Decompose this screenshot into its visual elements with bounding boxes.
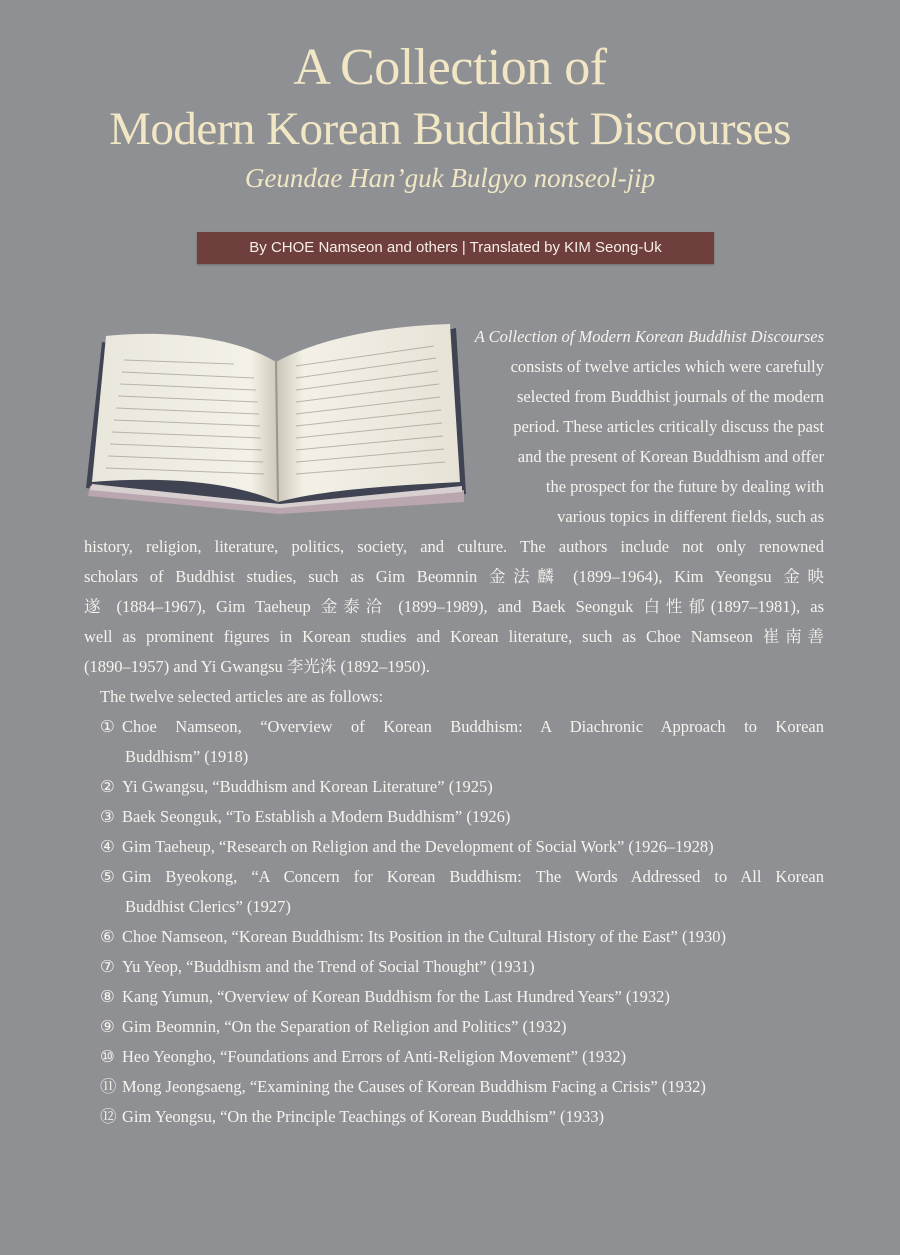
item-number: ④: [100, 837, 115, 856]
list-item: [100, 862, 824, 892]
list-item: [100, 982, 824, 1012]
list-item: [100, 1012, 824, 1042]
article-list-intro: The twelve selected articles are as follows:: [100, 687, 384, 706]
description-line: and the present of Korean Buddhism and offer: [517, 447, 824, 466]
item-number: ③: [100, 807, 115, 826]
description-line: (1890–1957) and Yi Gwangsu 李光洙 (1892–1950).: [84, 657, 430, 676]
item-text: Gim Yeongsu, “On the Principle Teachings of Korean Buddhism” (1933): [122, 1107, 605, 1126]
item-number: ①: [100, 717, 115, 736]
description-line: the prospect for the future by dealing with: [545, 477, 824, 496]
page-title-line-1: A Collection of: [293, 39, 607, 96]
item-number: ⑧: [100, 987, 115, 1006]
list-item: [100, 832, 824, 862]
description-wrapped-block: [430, 322, 824, 532]
item-number: ⑩: [100, 1047, 115, 1066]
author-translator-banner: By CHOE Namseon and others | Translated by KIM Seong-Uk: [197, 232, 714, 264]
description-full-width-block: [84, 532, 824, 682]
item-number: ⑤: [100, 867, 115, 886]
item-number: ⑥: [100, 927, 115, 946]
description-line: well as prominent figures in Korean studies and Korean literature, such as Choe Namseon 崔南善: [84, 627, 824, 646]
description-line: period. These articles critically discuss the past: [513, 417, 824, 436]
description-line: A Collection of Modern Korean Buddhist Discourses: [474, 327, 824, 346]
item-text: Yi Gwangsu, “Buddhism and Korean Literature” (1925): [122, 777, 493, 796]
description-line: selected from Buddhist journals of the modern: [516, 387, 824, 406]
description-line: history, religion, literature, politics, society, and culture. The authors include not only renowned: [84, 537, 824, 556]
list-item: [100, 802, 824, 832]
romanized-subtitle: Geundae Han’guk Bulgyo nonseol-jip: [244, 163, 656, 193]
item-number: ②: [100, 777, 115, 796]
item-text: Gim Taeheup, “Research on Religion and the Development of Social Work” (1926–1928): [122, 837, 714, 856]
item-text: Choe Namseon, “Overview of Korean Buddhism: A Diachronic Approach to Korean: [122, 717, 824, 736]
list-item: [100, 1102, 824, 1132]
list-item: [100, 1042, 824, 1072]
list-item: [100, 772, 824, 802]
item-number: ⑪: [100, 1077, 117, 1096]
item-text: Kang Yumun, “Overview of Korean Buddhism for the Last Hundred Years” (1932): [122, 987, 670, 1006]
description-line: 遂 (1884–1967), Gim Taeheup 金泰洽 (1899–1989), and Baek Seonguk 白性郁(1897–1981), as: [84, 597, 824, 616]
description-line: scholars of Buddhist studies, such as Gim Beomnin 金法麟 (1899–1964), Kim Yeongsu 金映: [84, 567, 824, 586]
item-text: Baek Seonguk, “To Establish a Modern Buddhism” (1926): [122, 807, 511, 826]
item-text: Yu Yeop, “Buddhism and the Trend of Social Thought” (1931): [122, 957, 535, 976]
item-number: ⑨: [100, 1017, 115, 1036]
item-number: ⑦: [100, 957, 115, 976]
list-item-continuation: Buddhism” (1918): [125, 747, 249, 766]
item-text: Mong Jeongsaeng, “Examining the Causes of Korean Buddhism Facing a Crisis” (1932): [122, 1077, 706, 1096]
list-item: [100, 922, 824, 952]
item-text: Gim Byeokong, “A Concern for Korean Buddhism: The Words Addressed to All Korean: [122, 867, 824, 886]
list-item: [100, 1072, 824, 1102]
item-text: Choe Namseon, “Korean Buddhism: Its Position in the Cultural History of the East” (1930): [122, 927, 726, 946]
list-item: [100, 712, 824, 742]
page-title-line-2: Modern Korean Buddhist Discourses: [109, 103, 791, 155]
description-line: consists of twelve articles which were carefully: [510, 357, 824, 376]
description-line: various topics in different fields, such as: [557, 507, 824, 526]
article-list: [100, 712, 824, 1132]
list-item: [100, 952, 824, 982]
open-book-icon: [84, 316, 468, 516]
item-number: ⑫: [100, 1107, 117, 1126]
item-text: Heo Yeongho, “Foundations and Errors of Anti-Religion Movement” (1932): [122, 1047, 627, 1066]
item-text: Gim Beomnin, “On the Separation of Religion and Politics” (1932): [122, 1017, 567, 1036]
list-item-continuation: Buddhist Clerics” (1927): [125, 897, 291, 916]
